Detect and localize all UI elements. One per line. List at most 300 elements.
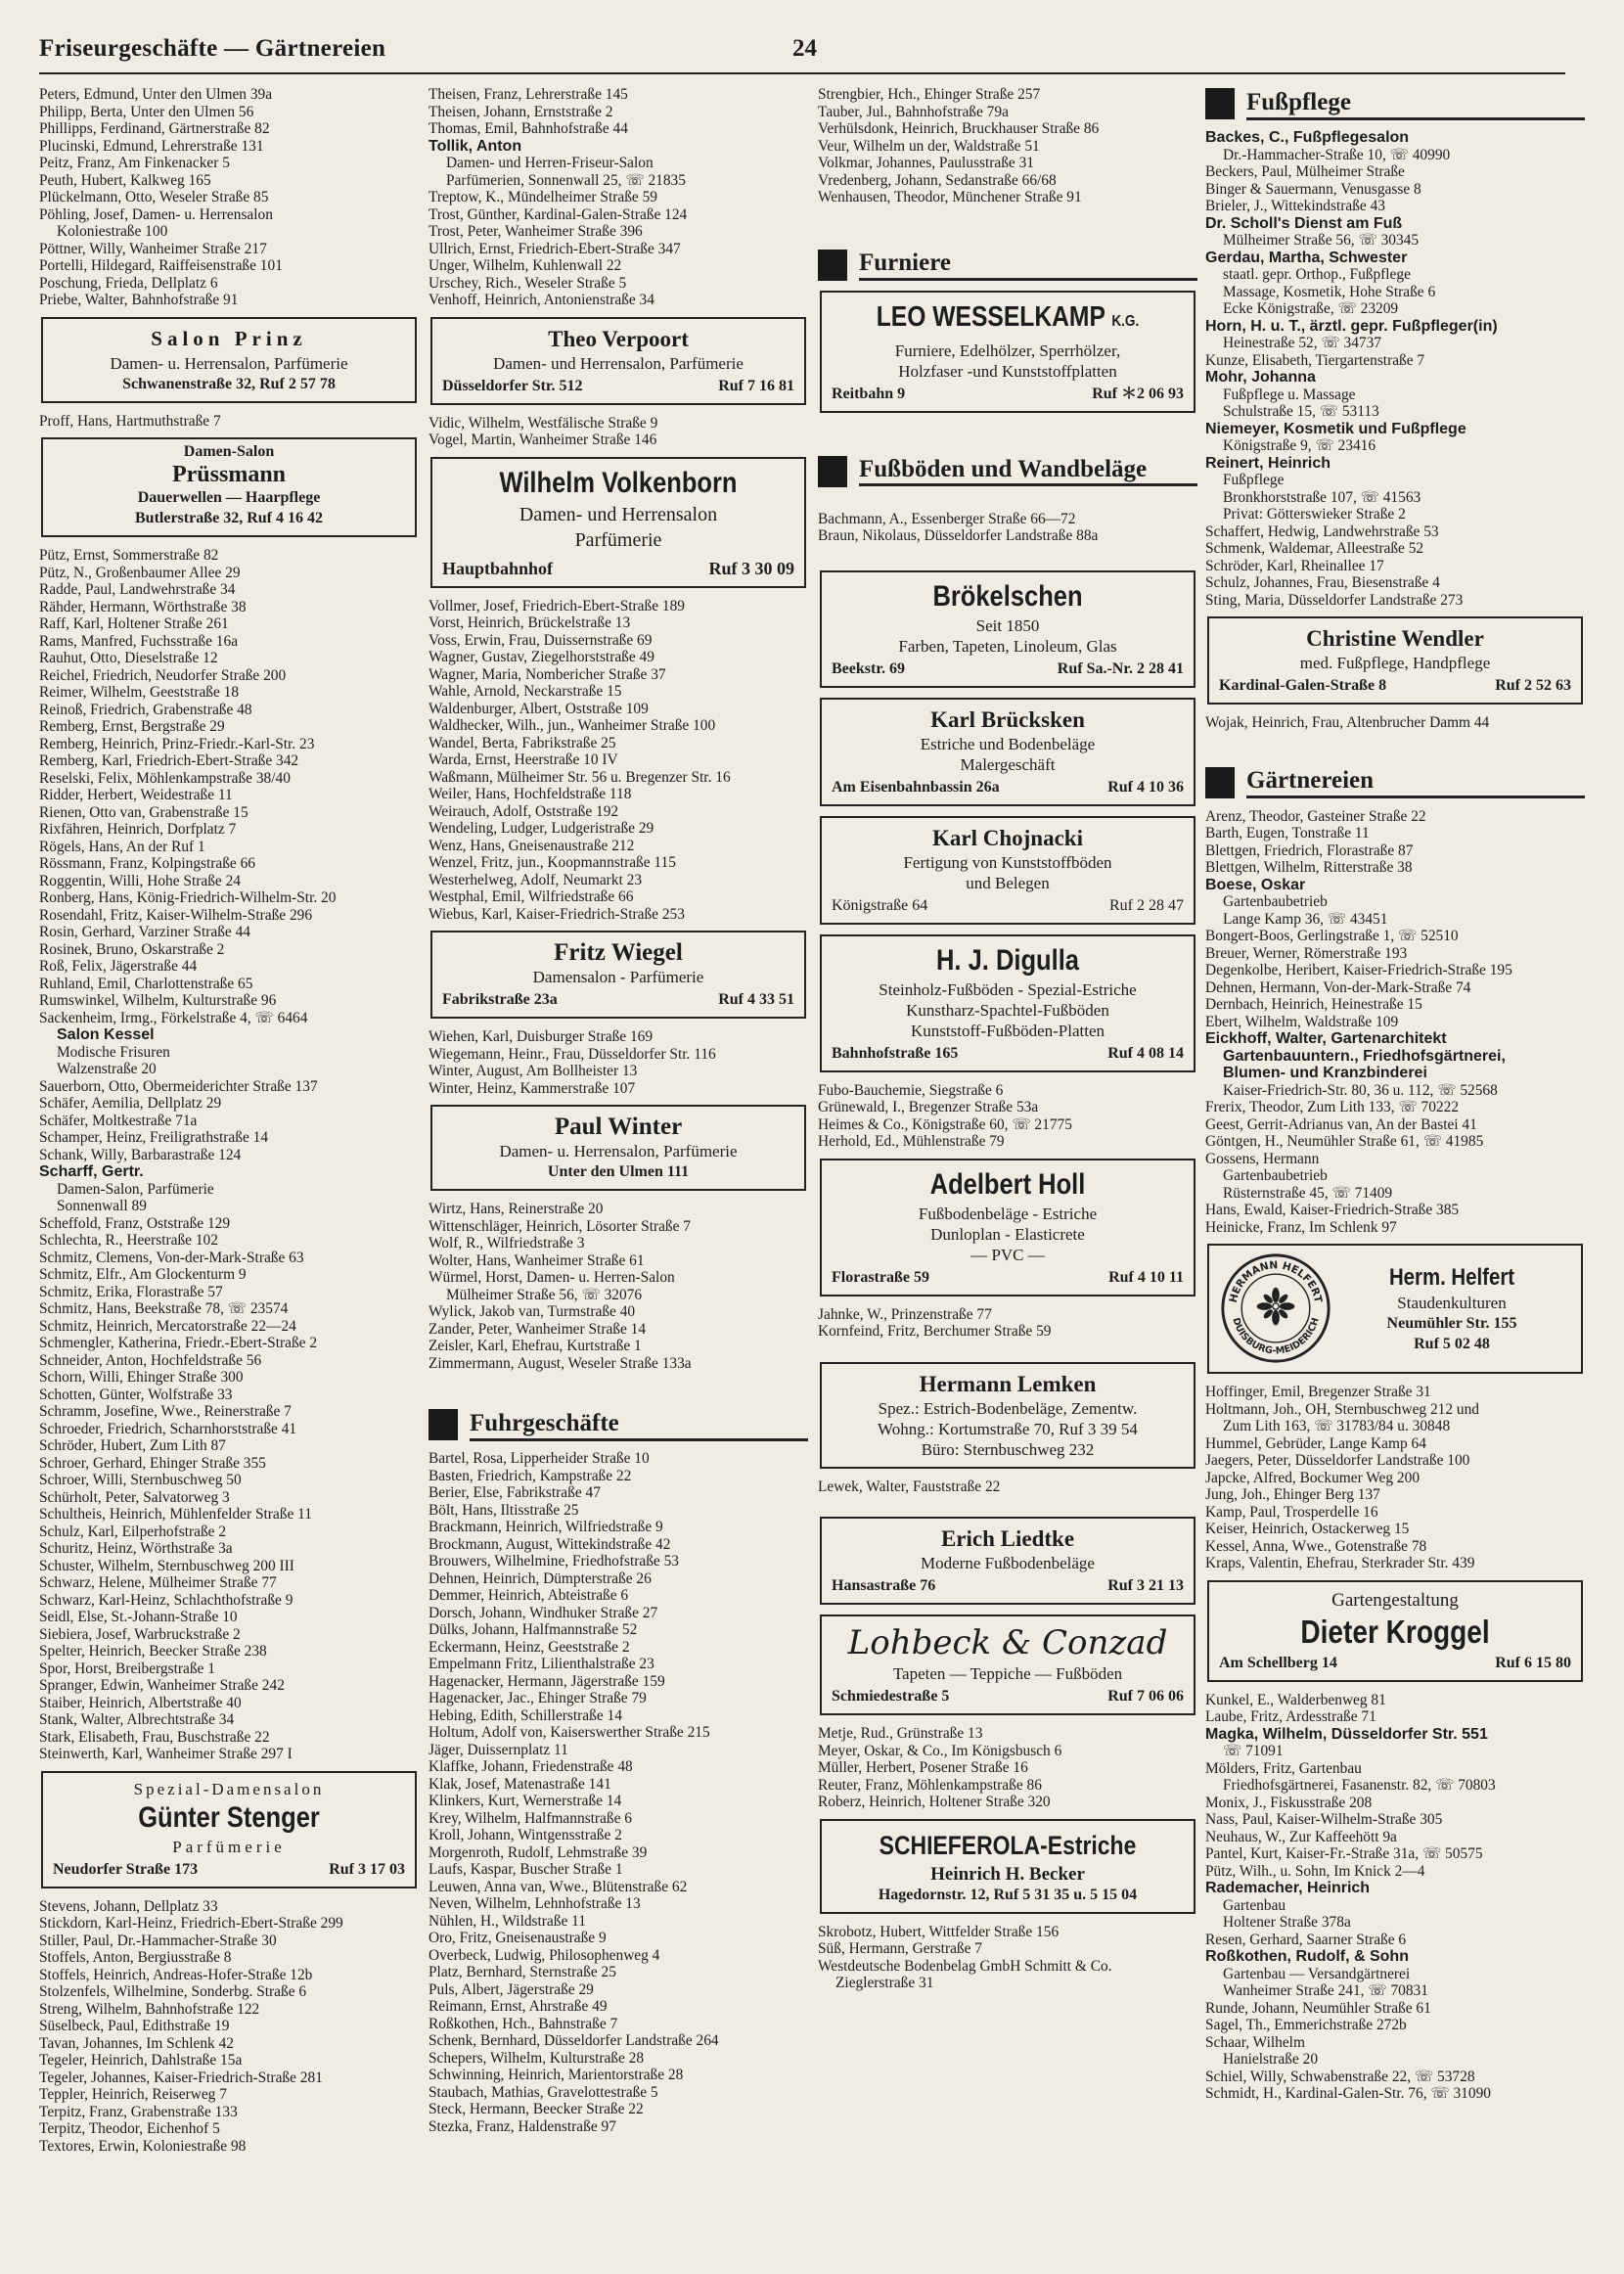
- ad-name: Theo Verpoort: [548, 326, 689, 351]
- listing-entry: Koloniestraße 100: [57, 223, 168, 240]
- listing-entry: Hummel, Gebrüder, Lange Kamp 64: [1205, 1434, 1426, 1452]
- listing-entry: Jaegers, Peter, Düsseldorfer Landstraße 100: [1205, 1452, 1470, 1469]
- listing-entry: Parfümerien, Sonnenwall 25, ☏ 21835: [446, 171, 686, 189]
- listing-entry: Thomas, Emil, Bahnhofstraße 44: [429, 120, 628, 137]
- listing-entry: Schramm, Josefine, Wwe., Reinerstraße 7: [39, 1403, 292, 1420]
- listing-entry: Schmitz, Hans, Beekstraße 78, ☏ 23574: [39, 1300, 289, 1317]
- listing-entry: Reichel, Friedrich, Neudorfer Straße 200: [39, 666, 287, 684]
- listing-entry: Modische Frisuren: [57, 1043, 170, 1061]
- ad-salon-prinz: [41, 317, 417, 403]
- ad-line-2: Malergeschäft: [960, 754, 1056, 774]
- listing-entry: Theisen, Johann, Ernststraße 2: [429, 103, 613, 120]
- listing-entry: Schaar, Wilhelm: [1205, 2033, 1305, 2051]
- listing-entry: Plückelmann, Otto, Weseler Straße 85: [39, 189, 269, 205]
- listing-entry: Backes, C., Fußpflegesalon: [1205, 129, 1410, 146]
- ad-phone: Ruf 2 52 63: [1495, 677, 1571, 694]
- listing-entry: Siebiera, Josef, Warbruckstraße 2: [39, 1625, 241, 1643]
- listing-entry: Magka, Wilhelm, Düsseldorfer Str. 551: [1205, 1725, 1488, 1743]
- listing-entry: Klak, Josef, Matenastraße 141: [429, 1775, 611, 1793]
- listing-entry: Morgenroth, Rudolf, Lehmstraße 39: [429, 1843, 648, 1861]
- listing-entry: Monix, J., Fiskusstraße 208: [1205, 1794, 1373, 1811]
- listing-entry: Portelli, Hildegard, Raiffeisenstraße 101: [39, 257, 283, 274]
- listing-entry: Dehnen, Hermann, Von-der-Mark-Straße 74: [1205, 978, 1471, 996]
- listing-entry: Kamp, Paul, Trosperdelle 16: [1205, 1503, 1378, 1521]
- ad-name: Fritz Wiegel: [554, 939, 683, 966]
- listing-entry: Schulstraße 15, ☏ 53113: [1223, 403, 1379, 420]
- ad-line-3: Ruf 5 02 48: [1414, 1335, 1490, 1352]
- ad-street: Hansastraße 76: [832, 1577, 936, 1594]
- listing-entry: Frerix, Theodor, Zum Lith 133, ☏ 70222: [1205, 1099, 1460, 1115]
- ad-phone: Ruf 3 30 09: [708, 558, 794, 578]
- listing-entry: Rähder, Hermann, Wörthstraße 38: [39, 598, 247, 615]
- listing-entry: Jahnke, W., Prinzenstraße 77: [818, 1305, 992, 1323]
- listing-group: [429, 1028, 808, 1097]
- listing-entry: Schepers, Wilhelm, Kulturstraße 28: [429, 2049, 645, 2067]
- listing-entry: Raff, Karl, Holtener Straße 261: [39, 615, 229, 632]
- listing-entry: Pütz, Wilh., u. Sohn, Im Knick 2—4: [1205, 1862, 1425, 1880]
- listing-entry: Vorst, Heinrich, Brückelstraße 13: [429, 614, 631, 631]
- listing-entry: Massage, Kosmetik, Hohe Straße 6: [1223, 283, 1436, 300]
- listing-entry: Zimmermann, August, Weseler Straße 133a: [429, 1354, 692, 1372]
- listing-entry: Stevens, Johann, Dellplatz 33: [39, 1897, 218, 1915]
- listing-entry: Bronkhorststraße 107, ☏ 41563: [1223, 488, 1421, 506]
- ad-holl: [820, 1159, 1195, 1296]
- listing-entry: Spor, Horst, Breibergstraße 1: [39, 1660, 215, 1677]
- ad-line-2: Dunloplan - Elasticrete: [930, 1224, 1085, 1244]
- ad-name: Prüssmann: [171, 462, 287, 487]
- column-3: [818, 86, 1197, 1992]
- listing-entry: Wanheimer Straße 241, ☏ 70831: [1223, 1982, 1428, 1999]
- ad-chojnacki: [820, 816, 1195, 925]
- ad-footer: [832, 1043, 1184, 1064]
- listing-entry: Damen- und Herren-Friseur-Salon: [446, 155, 654, 171]
- listing-entry: Brockmann, August, Wittekindstraße 42: [429, 1535, 671, 1553]
- listing-entry: Holtum, Adolf von, Kaiserswerther Straße 215: [429, 1724, 710, 1741]
- listing-group: [818, 1478, 1197, 1496]
- listing-group: [1205, 714, 1585, 732]
- listing-entry: Winter, Heinz, Kammerstraße 107: [429, 1079, 636, 1097]
- listing-entry: Schaffert, Hedwig, Landwehrstraße 53: [1205, 523, 1439, 540]
- listing-entry: Boese, Oskar: [1205, 876, 1306, 893]
- listing-entry: Schröder, Hubert, Zum Lith 87: [39, 1437, 226, 1454]
- listing-entry: Wirtz, Hans, Reinerstraße 20: [429, 1201, 604, 1217]
- listing-group: [1205, 129, 1585, 609]
- listing-entry: Zum Lith 163, ☏ 31783/84 u. 30848: [1223, 1418, 1451, 1434]
- listing-entry: Mölders, Fritz, Gartenbau: [1205, 1759, 1362, 1777]
- listing-entry: Roßkothen, Rudolf, & Sohn: [1205, 1948, 1409, 1965]
- listing-entry: Kunze, Elisabeth, Tiergartenstraße 7: [1205, 351, 1425, 369]
- section-title: Furniere: [859, 249, 1197, 281]
- listing-entry: Warda, Ernst, Heerstraße 10 IV: [429, 751, 618, 768]
- ad-phone: Ruf 6 15 80: [1495, 1654, 1571, 1671]
- listing-group: [818, 86, 1197, 206]
- listing-entry: Stark, Elisabeth, Frau, Buschstraße 22: [39, 1728, 270, 1746]
- listing-entry: Schroer, Willi, Sternbuschweg 50: [39, 1472, 242, 1488]
- ad-line-2: und Belegen: [966, 873, 1050, 892]
- listing-entry: Volkmar, Johannes, Paulusstraße 31: [818, 155, 1034, 171]
- listing-group: [429, 598, 808, 924]
- listing-entry: Wendeling, Ludger, Ludgeristraße 29: [429, 820, 654, 837]
- listing-entry: Schmitz, Elfr., Am Glockenturm 9: [39, 1266, 247, 1283]
- listing-entry: Rögels, Hans, An der Ruf 1: [39, 838, 205, 855]
- listing-entry: Krey, Wilhelm, Halfmannstraße 6: [429, 1809, 632, 1827]
- ad-name: Salon Prinz: [151, 326, 307, 350]
- listing-group: [39, 413, 419, 431]
- ad-phone: Ruf 4 10 36: [1107, 778, 1184, 796]
- listing-entry: Westerhelweg, Adolf, Neumarkt 23: [429, 871, 643, 888]
- listing-entry: Unger, Wilhelm, Kuhlenwall 22: [429, 257, 622, 274]
- listing-entry: Ruhland, Emil, Charlottenstraße 65: [39, 975, 253, 992]
- listing-entry: Strengbier, Hch., Ehinger Straße 257: [818, 86, 1041, 103]
- listing-entry: Sagel, Th., Emmerichstraße 272b: [1205, 2017, 1407, 2033]
- listing-entry: Rumswinkel, Wilhelm, Kulturstraße 96: [39, 992, 277, 1009]
- listing-entry: Barth, Eugen, Tonstraße 11: [1205, 825, 1370, 841]
- listing-entry: Geest, Gerrit-Adrianus van, An der Bastei 41: [1205, 1115, 1477, 1133]
- section-heading-fuhrgeschaefte: [429, 1407, 808, 1442]
- ad-line-2: Wohng.: Kortumstraße 70, Ruf 3 39 54: [878, 1419, 1138, 1438]
- listing-entry: Friedhofsgärtnerei, Fasanenstr. 82, ☏ 70803: [1223, 1777, 1496, 1794]
- section-title: Gärtnereien: [1246, 766, 1585, 798]
- ad-paul-winter: [430, 1105, 806, 1191]
- page-header: [39, 35, 1565, 68]
- listing-entry: Textores, Erwin, Koloniestraße 98: [39, 2137, 247, 2155]
- listing-entry: Dorsch, Johann, Windhuker Straße 27: [429, 1604, 658, 1621]
- listing-entry: Sting, Maria, Düsseldorfer Landstraße 273: [1205, 591, 1464, 609]
- section-title: Fuhrgeschäfte: [470, 1409, 808, 1441]
- listing-entry: Winter, August, Am Bollheister 13: [429, 1063, 638, 1079]
- listing-entry: Priebe, Walter, Bahnhofstraße 91: [39, 292, 239, 308]
- listing-entry: Neuhaus, W., Zur Kaffeehött 9a: [1205, 1828, 1397, 1845]
- ad-street: Beekstr. 69: [832, 659, 905, 677]
- listing-entry: Roggentin, Willi, Hohe Straße 24: [39, 872, 241, 889]
- ad-line-1: Estriche und Bodenbeläge: [920, 734, 1096, 753]
- listing-entry: Trost, Peter, Wanheimer Straße 396: [429, 223, 643, 240]
- listing-entry: Ecke Königstraße, ☏ 23209: [1223, 300, 1399, 317]
- listing-group: [818, 1725, 1197, 1811]
- ad-helfert: [1207, 1244, 1583, 1374]
- ad-phone: Ruf 2 28 47: [1109, 896, 1184, 914]
- listing-entry: Waßmann, Mülheimer Str. 56 u. Bregenzer Str. 16: [429, 768, 731, 786]
- listing-entry: Veur, Wilhelm un der, Waldstraße 51: [818, 137, 1040, 155]
- ad-phone: Ruf 4 08 14: [1107, 1044, 1184, 1062]
- listing-entry: Salon Kessel: [57, 1026, 155, 1043]
- listing-entry: Schorn, Willi, Ehinger Straße 300: [39, 1369, 244, 1386]
- ad-name: [858, 298, 1157, 341]
- listing-entry: Königstraße 9, ☏ 23416: [1223, 437, 1376, 454]
- listing-entry: Eckermann, Heinz, Geeststraße 2: [429, 1638, 630, 1656]
- listing-entry: Lewek, Walter, Fauststraße 22: [818, 1478, 1001, 1495]
- ad-phone: Ruf 7 06 06: [1107, 1688, 1184, 1705]
- ad-digulla: [820, 934, 1195, 1072]
- listing-entry: Streng, Wilhelm, Bahnhofstraße 122: [39, 2000, 260, 2018]
- ad-phone: Ruf 4 10 11: [1108, 1268, 1184, 1286]
- listing-entry: Tavan, Johannes, Im Schlenk 42: [39, 2034, 234, 2052]
- listing-entry: Niemeyer, Kosmetik und Fußpflege: [1205, 420, 1466, 437]
- ad-street: Neudorfer Straße 173: [53, 1860, 199, 1878]
- ad-footer: [53, 1859, 405, 1880]
- listing-entry: Weiler, Hans, Hochfeldstraße 118: [429, 786, 632, 802]
- listing-entry: Bachmann, A., Essenberger Straße 66—72: [818, 510, 1076, 527]
- ad-line: Dauerwellen — Haarpflege: [137, 489, 321, 506]
- ad-line: Moderne Fußbodenbeläge: [921, 1554, 1095, 1572]
- ad-street: Schmiedestraße 5: [832, 1688, 950, 1705]
- ad-top: Gartengestaltung: [1331, 1589, 1459, 1611]
- listing-entry: Brackmann, Heinrich, Wilfriedstraße 9: [429, 1519, 663, 1535]
- listing-entry: Herhold, Ed., Mühlenstraße 79: [818, 1133, 1005, 1150]
- ad-footer: [832, 1686, 1184, 1706]
- listing-entry: Klaffke, Johann, Friedenstraße 48: [429, 1758, 633, 1775]
- ad-line-1: Damen- und Herrensalon: [519, 503, 718, 525]
- section-heading-fusspflege: [1205, 86, 1585, 121]
- listing-entry: Rüsternstraße 45, ☏ 71409: [1223, 1184, 1393, 1202]
- ad-footer: [832, 384, 1184, 404]
- listing-entry: Teppler, Heinrich, Reiserweg 7: [39, 2086, 227, 2103]
- listing-group: [429, 86, 808, 309]
- listing-entry: Schiel, Willy, Schwabenstraße 22, ☏ 53728: [1205, 2068, 1475, 2085]
- listing-entry: Roß, Felix, Jägerstraße 44: [39, 958, 198, 975]
- ad-line: Parfümerie: [172, 1837, 286, 1856]
- listing-entry: Westdeutsche Bodenbelag GmbH Schmitt & Co.: [818, 1957, 1112, 1975]
- ad-street: Am Eisenbahnbassin 26a: [832, 778, 1000, 796]
- ad-broekelschen: [820, 570, 1195, 688]
- listing-entry: Ridder, Herbert, Weidestraße 11: [39, 787, 233, 803]
- listing-group: [39, 1898, 419, 2156]
- listing-entry: staatl. gepr. Orthop., Fußpflege: [1223, 266, 1411, 283]
- listing-entry: Berier, Else, Fabrikstraße 47: [429, 1484, 601, 1501]
- listing-entry: Holtmann, Joh., OH, Sternbuschweg 212 und: [1205, 1400, 1479, 1418]
- ad-name: Hermann Lemken: [919, 1371, 1097, 1396]
- ad-name: Brökelschen: [932, 579, 1083, 613]
- listing-entry: Göntgen, H., Neumühler Straße 61, ☏ 41985: [1205, 1133, 1484, 1150]
- listing-entry: Vollmer, Josef, Friedrich-Ebert-Straße 189: [429, 597, 685, 614]
- listing-entry: Rosendahl, Fritz, Kaiser-Wilhelm-Straße 296: [39, 906, 313, 924]
- listing-entry: Sauerborn, Otto, Obermeiderichter Straße 137: [39, 1077, 318, 1095]
- listing-group: [1205, 1384, 1585, 1572]
- ad-wiegel: [430, 931, 806, 1019]
- svg-text:DUISBURG-MEIDERICH: DUISBURG-MEIDERICH: [1230, 1316, 1322, 1357]
- listing-entry: Schlechta, R., Heerstraße 102: [39, 1232, 218, 1249]
- listing-entry: Oro, Fritz, Gneisenaustraße 9: [429, 1930, 607, 1946]
- listing-entry: Waldhecker, Wilh., jun., Wanheimer Straße 100: [429, 717, 716, 734]
- listing-entry: Peitz, Franz, Am Finkenacker 5: [39, 155, 230, 171]
- ad-bruecksken: [820, 698, 1195, 806]
- listing-group: [818, 1306, 1197, 1341]
- listing-entry: Mülheimer Straße 56, ☏ 30345: [1223, 232, 1420, 249]
- listing-entry: Schäfer, Aemilia, Dellplatz 29: [39, 1095, 222, 1112]
- listing-entry: Weirauch, Adolf, Oststraße 192: [429, 802, 619, 820]
- listing-entry: Rössmann, Franz, Kolpingstraße 66: [39, 855, 255, 872]
- listing-entry: Trost, Günther, Kardinal-Galen-Straße 124: [429, 205, 688, 223]
- listing-entry: Basten, Friedrich, Kampstraße 22: [429, 1467, 632, 1484]
- ad-line-2: Neumühler Str. 155: [1386, 1314, 1517, 1332]
- ad-name-text: LEO WESSELKAMP: [876, 300, 1105, 333]
- listing-group: [1205, 808, 1585, 1237]
- listing-entry: Schwinning, Heinrich, Marientorstraße 28: [429, 2067, 684, 2083]
- listing-entry: Laube, Fritz, Ardesstraße 71: [1205, 1708, 1376, 1725]
- listing-entry: Remberg, Ernst, Bergstraße 29: [39, 718, 225, 735]
- listing-entry: Urschey, Rich., Weseler Straße 5: [429, 274, 627, 292]
- listing-group: [39, 86, 419, 309]
- listing-entry: Terpitz, Theodor, Eichenhof 5: [39, 2120, 220, 2137]
- listing-entry: Dr. Scholl's Dienst am Fuß: [1205, 214, 1403, 232]
- listing-entry: Keiser, Heinrich, Ostackerweg 15: [1205, 1521, 1410, 1537]
- listing-entry: Tegeler, Heinrich, Dahlstraße 15a: [39, 2052, 243, 2069]
- section-marker: [1205, 767, 1235, 798]
- listing-entry: Schamper, Heinz, Freiligrathstraße 14: [39, 1129, 269, 1146]
- ad-address: Hagedornstr. 12, Ruf 5 31 35 u. 5 15 04: [878, 1886, 1138, 1903]
- listing-entry: Voss, Erwin, Frau, Duissernstraße 69: [429, 631, 653, 649]
- listing-entry: Würmel, Horst, Damen- u. Herren-Salon: [429, 1269, 675, 1286]
- listing-entry: Schmenk, Waldemar, Alleestraße 52: [1205, 540, 1424, 557]
- listing-entry: Mohr, Johanna: [1205, 369, 1316, 386]
- listing-entry: Bongert-Boos, Gerlingstraße 1, ☏ 52510: [1205, 928, 1459, 944]
- listing-entry: Wojak, Heinrich, Frau, Altenbrucher Damm 44: [1205, 714, 1490, 731]
- listing-entry: Wolter, Hans, Wanheimer Straße 61: [429, 1251, 645, 1269]
- listing-entry: Empelmann Fritz, Lilienthalstraße 23: [429, 1656, 654, 1672]
- listing-entry: Westphal, Emil, Wilfriedstraße 66: [429, 888, 634, 905]
- listing-entry: Schröder, Karl, Rheinallee 17: [1205, 557, 1384, 574]
- listing-entry: Brouwers, Wilhelmine, Friedhofstraße 53: [429, 1553, 679, 1569]
- ad-line-1: Seit 1850: [975, 615, 1040, 635]
- listing-entry: Wiegemann, Heinr., Frau, Düsseldorfer Str. 116: [429, 1045, 716, 1063]
- listing-entry: Stank, Walter, Albrechtstraße 34: [39, 1711, 235, 1728]
- listing-entry: Schmitz, Heinrich, Mercatorstraße 22—24: [39, 1317, 296, 1335]
- listing-entry: Schank, Willy, Barbarastraße 124: [39, 1146, 242, 1163]
- listing-entry: Demmer, Heinrich, Abteistraße 6: [429, 1587, 629, 1604]
- section-heading-furniere: [818, 248, 1197, 283]
- listing-entry: Vredenberg, Johann, Sedanstraße 66/68: [818, 171, 1057, 189]
- listing-group: [429, 1201, 808, 1372]
- ad-line: Heinrich H. Becker: [930, 1863, 1085, 1885]
- listing-group: [39, 547, 419, 1763]
- listing-entry: Schäfer, Moltkestraße 71a: [39, 1112, 198, 1129]
- listing-entry: Metje, Rud., Grünstraße 13: [818, 1725, 983, 1742]
- listing-entry: Schroer, Gerhard, Ehinger Straße 355: [39, 1454, 266, 1472]
- listing-entry: Fußpflege u. Massage: [1223, 386, 1356, 403]
- listing-entry: Heinicke, Franz, Im Schlenk 97: [1205, 1218, 1397, 1236]
- listing-entry: Venhoff, Heinrich, Antonienstraße 34: [429, 292, 654, 308]
- listing-entry: Schmitz, Erika, Florastraße 57: [39, 1283, 223, 1300]
- listing-entry: Brieler, J., Wittekindstraße 43: [1205, 198, 1385, 214]
- listing-entry: Steck, Hermann, Beecker Straße 22: [429, 2101, 644, 2117]
- listing-entry: Stolzenfels, Wilhelmine, Sonderbg. Straße 6: [39, 1983, 307, 2000]
- ad-line-2: Holzfaser -und Kunststoffplatten: [898, 361, 1117, 381]
- listing-entry: Skrobotz, Hubert, Wittfelder Straße 156: [818, 1923, 1060, 1940]
- listing-entry: Treptow, K., Mündelheimer Straße 59: [429, 189, 657, 205]
- listing-entry: Jung, Joh., Ehinger Berg 137: [1205, 1486, 1380, 1503]
- listing-entry: Schmitz, Clemens, Von-der-Mark-Straße 63: [39, 1249, 304, 1266]
- ad-name: Herm. Helfert: [1388, 1263, 1515, 1291]
- listing-entry: Schürholt, Peter, Salvatorweg 3: [39, 1488, 230, 1506]
- listing-entry: Ullrich, Ernst, Friedrich-Ebert-Straße 347: [429, 240, 681, 257]
- listing-entry: Gossens, Hermann: [1205, 1150, 1320, 1167]
- ad-footer: [1219, 675, 1571, 696]
- ad-phone: Ruf Sa.-Nr. 2 28 41: [1057, 659, 1184, 677]
- listing-group: [1205, 1692, 1585, 2103]
- listing-entry: Leuwen, Anna van, Wwe., Blütenstraße 62: [429, 1878, 688, 1895]
- ad-kroggel: [1207, 1580, 1583, 1682]
- ad-street: Bahnhofstraße 165: [832, 1044, 959, 1062]
- listing-entry: Gartenbau: [1223, 1896, 1286, 1914]
- listing-entry: Waldenburger, Albert, Oststraße 109: [429, 700, 649, 717]
- ad-schieferola: [820, 1819, 1195, 1914]
- listing-entry: Schwarz, Helene, Mülheimer Straße 77: [39, 1574, 277, 1591]
- listing-entry: Jäger, Duissernplatz 11: [429, 1741, 568, 1758]
- ad-line: Damen- u. Herrensalon, Parfümerie: [499, 1142, 738, 1160]
- listing-entry: Kraps, Valentin, Ehefrau, Sterkrader Str. 439: [1205, 1555, 1475, 1571]
- section-title: Fußpflege: [1246, 88, 1585, 120]
- ad-name: Karl Brücksken: [930, 706, 1085, 732]
- ad-line: Damen- u. Herrensalon, Parfümerie: [110, 353, 348, 373]
- listing-entry: Zeisler, Karl, Ehefrau, Kurtstraße 1: [429, 1338, 642, 1354]
- helfert-seal-logo: [1219, 1251, 1332, 1365]
- listing-entry: Overbeck, Ludwig, Philosophenweg 4: [429, 1946, 660, 1964]
- listing-group: [429, 415, 808, 449]
- ad-line-1: Steinholz-Fußböden - Spezial-Estriche: [879, 979, 1137, 999]
- listing-entry: Dülks, Johann, Halfmannstraße 52: [429, 1621, 638, 1638]
- ad-footer: [442, 989, 794, 1010]
- listing-entry: Dernbach, Heinrich, Heinestraße 15: [1205, 996, 1422, 1013]
- listing-entry: Pöhling, Josef, Damen- u. Herrensalon: [39, 205, 273, 223]
- ad-street: Hauptbahnhof: [442, 558, 554, 578]
- ad-line-1: Fußbodenbeläge - Estriche: [918, 1204, 1098, 1223]
- listing-entry: Gartenbauuntern., Friedhofsgärtnerei,: [1223, 1047, 1506, 1065]
- listing-entry: Kunkel, E., Walderbenweg 81: [1205, 1691, 1386, 1708]
- svg-text:HERMANN HELFERT: HERMANN HELFERT: [1226, 1258, 1326, 1304]
- listing-entry: Mülheimer Straße 56, ☏ 32076: [446, 1286, 643, 1303]
- listing-entry: Terpitz, Franz, Grabenstraße 133: [39, 2103, 238, 2120]
- listing-entry: Wenzel, Fritz, jun., Koopmannstraße 115: [429, 854, 676, 871]
- ad-lemken: [820, 1362, 1195, 1469]
- listing-entry: Tollik, Anton: [429, 137, 522, 155]
- listing-entry: Schotten, Günter, Wolfstraße 33: [39, 1386, 233, 1403]
- listing-entry: Schmengler, Katherina, Friedr.-Ebert-Straße 2: [39, 1335, 318, 1351]
- listing-group: [429, 1450, 808, 2135]
- ad-phone: Ruf ＊2 06 93: [1092, 385, 1184, 402]
- listing-entry: Holtener Straße 378a: [1223, 1914, 1351, 1931]
- listing-entry: Gartenbau — Versandgärtnerei: [1223, 1965, 1411, 1982]
- listing-entry: Zieglerstraße 31: [835, 1975, 934, 1991]
- listing-entry: Neven, Wilhelm, Lehnhofstraße 13: [429, 1895, 641, 1912]
- listing-entry: Rosin, Gerhard, Varziner Straße 44: [39, 924, 250, 940]
- listing-entry: Braun, Nikolaus, Düsseldorfer Landstraße 88a: [818, 527, 1099, 544]
- listing-entry: Nass, Paul, Kaiser-Wilhelm-Straße 305: [1205, 1811, 1443, 1828]
- listing-entry: Pantel, Kurt, Kaiser-Fr.-Straße 31a, ☏ 50575: [1205, 1845, 1483, 1862]
- header-rule: [39, 72, 1565, 74]
- listing-entry: Wagner, Maria, Nombericher Straße 37: [429, 665, 666, 683]
- listing-entry: Hans, Ewald, Kaiser-Friedrich-Straße 385: [1205, 1202, 1460, 1218]
- listing-entry: Vogel, Martin, Wanheimer Straße 146: [429, 432, 657, 448]
- section-marker: [429, 1409, 458, 1440]
- listing-entry: Spranger, Edwin, Wanheimer Straße 242: [39, 1677, 285, 1694]
- listing-entry: Wenz, Hans, Gneisenaustraße 212: [429, 837, 635, 854]
- ad-line-2: Kunstharz-Spachtel-Fußböden: [906, 1000, 1109, 1020]
- listing-entry: Scharff, Gertr.: [39, 1163, 144, 1180]
- ad-phone: Ruf 3 21 13: [1107, 1577, 1184, 1594]
- listing-entry: Kessel, Anna, Wwe., Gotenstraße 78: [1205, 1537, 1427, 1555]
- section-heading-gaertnereien: [1205, 765, 1585, 800]
- listing-entry: Bölt, Hans, Iltisstraße 25: [429, 1501, 579, 1519]
- ad-line-3: — PVC —: [970, 1245, 1045, 1264]
- listing-entry: Arenz, Theodor, Gasteiner Straße 22: [1205, 807, 1426, 825]
- listing-entry: Remberg, Karl, Friedrich-Ebert-Straße 342: [39, 752, 299, 769]
- listing-group: [818, 511, 1197, 545]
- listing-entry: Gartenbaubetrieb: [1223, 1167, 1328, 1184]
- listing-entry: Wagner, Gustav, Ziegelhorststraße 49: [429, 649, 654, 665]
- section-marker: [818, 456, 847, 487]
- listing-entry: Binger & Sauermann, Venusgasse 8: [1205, 180, 1421, 198]
- ad-name: Christine Wendler: [1306, 626, 1484, 651]
